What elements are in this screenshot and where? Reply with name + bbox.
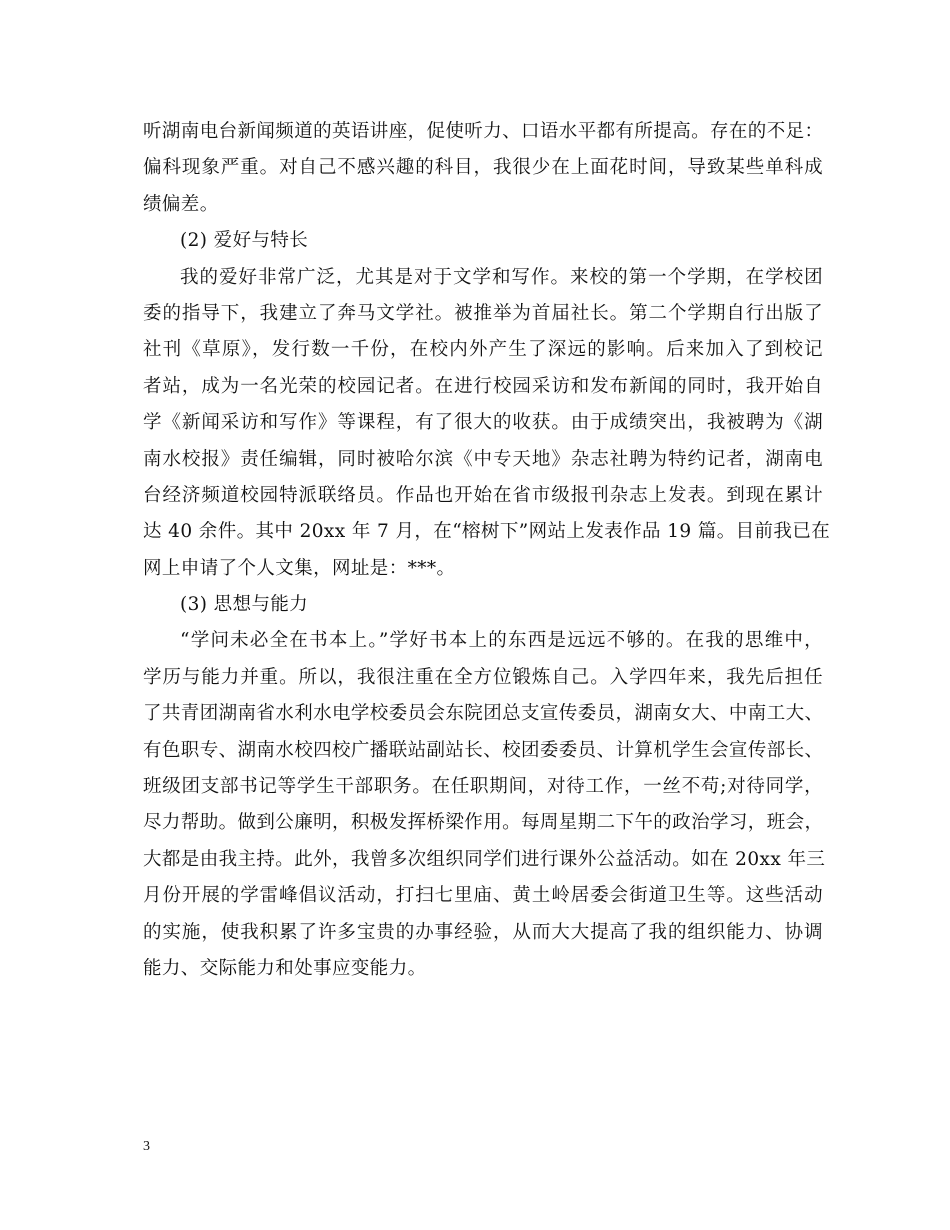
text-line: 班级团支部书记等学生干部职务。在任职期间，对待工作，一丝不苟;对待同学，	[143, 776, 823, 798]
text-line: 的实施，使我积累了许多宝贵的办事经验，从而大大提高了我的组织能力、协调	[143, 921, 823, 943]
section-heading-hobbies	[143, 223, 823, 259]
text-line: 听湖南电台新闻频道的英语讲座，促使听力、口语水平都有所提高。存在的不足：	[143, 121, 824, 142]
paragraph-study-summary	[143, 114, 823, 223]
text-line: 偏科现象严重。对自己不感兴趣的科目，我很少在上面花时间，导致某些单科成	[143, 157, 823, 179]
text-line: 我的爱好非常广泛，尤其是对于文学和写作。来校的第一个学期，在学校团	[180, 266, 823, 288]
text-line: 台经济频道校园特派联络员。作品也开始在省市级报刊杂志上发表。到现在累计	[143, 484, 823, 506]
text-line: 学《新闻采访和写作》等课程，有了很大的收获。由于成绩突出，我被聘为《湖	[143, 412, 823, 434]
section-heading: (3) 思想与能力	[180, 594, 309, 616]
document-body	[143, 114, 831, 987]
text-line: 绩偏差。	[143, 193, 219, 215]
text-line: 有色职专、湖南水校四校广播联站副站长、校团委委员、计算机学生会宣传部长、	[143, 739, 824, 761]
text-line: 能力、交际能力和处事应变能力。	[143, 957, 427, 979]
paragraph-thoughts	[143, 623, 826, 987]
text-line: “学问未必全在书本上。”学好书本上的东西是远远不够的。在我的思维中，	[180, 630, 823, 652]
text-line: 者站，成为一名光荣的校园记者。在进行校园采访和发布新闻的同时，我开始自	[143, 375, 823, 397]
text-line: 网上申请了个人文集，网址是：***。	[143, 557, 456, 579]
text-line: 学历与能力并重。所以，我很注重在全方位锻炼自己。入学四年来，我先后担任	[143, 666, 823, 688]
text-line: 大都是由我主持。此外，我曾多次组织同学们进行课外公益活动。如在 20xx 年三	[143, 848, 826, 870]
text-line: 委的指导下，我建立了奔马文学社。被推举为首届社长。第二个学期自行出版了	[143, 302, 823, 324]
page-number: 3	[143, 1139, 150, 1154]
text-line: 尽力帮助。做到公廉明，积极发挥桥梁作用。每周星期二下午的政治学习，班会，	[143, 812, 824, 834]
section-heading: (2) 爱好与特长	[180, 230, 309, 252]
text-line: 社刊《草原》，发行数一千份，在校内外产生了深远的影响。后来加入了到校记	[143, 339, 823, 361]
text-line: 达 40 余件。其中 20xx 年 7 月，在“榕树下”网站上发表作品 19 篇。目前我已在	[143, 521, 831, 543]
text-line: 南水校报》责任编辑，同时被哈尔滨《中专天地》杂志社聘为特约记者，湖南电	[143, 448, 823, 470]
text-line: 月份开展的学雷峰倡议活动，打扫七里庙、黄土岭居委会街道卫生等。这些活动	[143, 885, 823, 907]
text-line: 了共青团湖南省水利水电学校委员会东院团总支宣传委员，湖南女大、中南工大、	[143, 703, 824, 725]
section-heading-thoughts	[143, 587, 823, 623]
paragraph-hobbies	[143, 260, 831, 588]
